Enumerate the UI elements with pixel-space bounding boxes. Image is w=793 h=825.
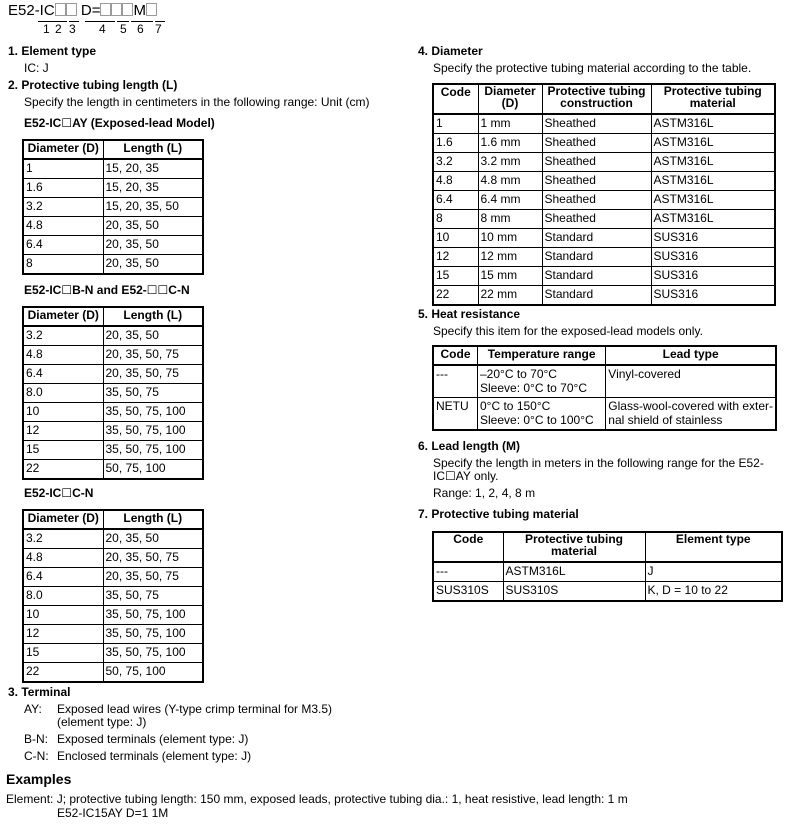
table-row <box>23 549 203 568</box>
cell-diameter: 1 mm <box>478 114 542 134</box>
cell-material: SUS310S <box>503 582 645 602</box>
blank-box-2 <box>66 3 77 16</box>
cell-diameter: 8.0 <box>23 384 103 403</box>
column-header-material: Protective tubing material <box>503 532 645 562</box>
table-row <box>433 562 782 582</box>
terminal-desc-cont: (element type: J) <box>57 715 147 729</box>
cell-diameter: 12 <box>23 625 103 644</box>
cell-code: SUS310S <box>433 582 503 602</box>
column-header: Temperature range <box>478 346 606 365</box>
cell-construction: Standard <box>542 286 651 306</box>
table-row <box>433 210 775 229</box>
cell-code: 15 <box>433 267 478 286</box>
section-6-text: Specify the length in meters in the following range for the E52- <box>433 456 764 470</box>
cell-construction: Standard <box>542 229 651 248</box>
cell-material: ASTM316L <box>503 562 645 582</box>
cell-diameter: 15 <box>23 644 103 663</box>
blank-box-1 <box>55 3 66 16</box>
cell-length: 35, 50, 75, 100 <box>103 422 203 441</box>
position-label: 1 <box>43 22 50 36</box>
cell-construction: Sheathed <box>542 134 651 153</box>
table-row <box>23 217 203 236</box>
table-row <box>433 172 775 191</box>
cell-diameter: 3.2 mm <box>478 153 542 172</box>
length-table-c-n <box>22 509 204 683</box>
cell-code: 8 <box>433 210 478 229</box>
cell-length: 50, 75, 100 <box>103 663 203 683</box>
cell-diameter: 4.8 mm <box>478 172 542 191</box>
table-row <box>23 326 203 346</box>
cell-diameter: 6.4 <box>23 236 103 255</box>
cell-lead-type: Vinyl-covered <box>606 365 776 398</box>
cell-length: 20, 35, 50, 75 <box>103 346 203 365</box>
cell-code: 22 <box>433 286 478 306</box>
cell-construction: Sheathed <box>542 172 651 191</box>
position-label: 4 <box>99 22 106 36</box>
cell-diameter: 6.4 <box>23 365 103 384</box>
table-row <box>23 384 203 403</box>
terminal-desc: Exposed lead wires (Y-type crimp terminal for M3.5) <box>57 702 332 716</box>
section-6-heading: 6. Lead length (M) <box>418 439 520 453</box>
cell-diameter: 10 <box>23 403 103 422</box>
cell-length: 15, 20, 35 <box>103 159 203 179</box>
cell-material: SUS316 <box>651 286 775 306</box>
cell-length: 20, 35, 50 <box>103 255 203 275</box>
cell-material: SUS316 <box>651 248 775 267</box>
position-label: 6 <box>137 22 144 36</box>
cell-construction: Standard <box>542 248 651 267</box>
cell-diameter: 3.2 <box>23 198 103 217</box>
table-row <box>23 236 203 255</box>
section-7-heading: 7. Protective tubing material <box>418 507 579 521</box>
cell-length: 35, 50, 75, 100 <box>103 625 203 644</box>
table-row <box>23 422 203 441</box>
cell-diameter: 8 mm <box>478 210 542 229</box>
terminal-item-b-n <box>24 732 248 746</box>
blank-box-3 <box>100 3 111 16</box>
cell-material: ASTM316L <box>651 191 775 210</box>
cell-length: 20, 35, 50, 75 <box>103 365 203 384</box>
cell-length: 20, 35, 50 <box>103 217 203 236</box>
column-header-construction: Protective tubing construction <box>542 84 651 114</box>
column-header: Diameter (D) <box>23 140 103 159</box>
cell-diameter: 10 mm <box>478 229 542 248</box>
column-header: Length (L) <box>103 307 203 326</box>
section-5-text: Specify this item for the exposed-lead models only. <box>433 324 703 338</box>
table-row <box>23 606 203 625</box>
table-row <box>433 229 775 248</box>
section-3-heading: 3. Terminal <box>8 685 71 699</box>
cell-diameter: 4.8 <box>23 549 103 568</box>
cell-diameter: 12 <box>23 422 103 441</box>
table-row <box>23 529 203 549</box>
cell-length: 35, 50, 75, 100 <box>103 644 203 663</box>
cell-diameter: 4.8 <box>23 346 103 365</box>
cell-material: ASTM316L <box>651 134 775 153</box>
terminal-item-ay <box>24 702 332 716</box>
cell-length: 35, 50, 75, 100 <box>103 606 203 625</box>
terminal-desc: Enclosed terminals (element type: J) <box>57 749 252 763</box>
section-4-heading: 4. Diameter <box>418 44 483 58</box>
column-header-code: Code <box>433 532 503 562</box>
cell-construction: Sheathed <box>542 210 651 229</box>
column-header: Lead type <box>606 346 776 365</box>
terminal-code: C-N: <box>24 749 49 763</box>
table-row <box>23 568 203 587</box>
cell-diameter: 1 <box>23 159 103 179</box>
table-3-title: E52-IC☐C-N <box>24 486 94 500</box>
table-row <box>23 587 203 606</box>
cell-code: 4.8 <box>433 172 478 191</box>
cell-material: ASTM316L <box>651 210 775 229</box>
table-row <box>433 267 775 286</box>
cell-code: 1.6 <box>433 134 478 153</box>
blank-box-4 <box>111 3 122 16</box>
blank-box-5 <box>122 3 133 16</box>
section-1-text: IC: J <box>24 61 49 75</box>
terminal-desc: Exposed terminals (element type: J) <box>57 732 249 746</box>
cell-length: 20, 35, 50 <box>103 326 203 346</box>
table-row <box>23 441 203 460</box>
cell-diameter: 15 mm <box>478 267 542 286</box>
examples-heading: Examples <box>6 771 72 787</box>
table-row <box>433 191 775 210</box>
section-2-text: Specify the length in centimeters in the following range: Unit (cm) <box>24 95 370 109</box>
cell-diameter: 12 mm <box>478 248 542 267</box>
section-6-range: Range: 1, 2, 4, 8 m <box>433 486 536 500</box>
section-2-heading: 2. Protective tubing length (L) <box>8 78 178 92</box>
column-header: Length (L) <box>103 140 203 159</box>
cell-length: 20, 35, 50 <box>103 529 203 549</box>
diameter-table <box>432 83 776 306</box>
position-label: 2 <box>55 22 62 36</box>
table-2-title: E52-IC☐B-N and E52-☐☐C-N <box>24 283 190 297</box>
cell-diameter: 6.4 mm <box>478 191 542 210</box>
table-row <box>433 248 775 267</box>
cell-diameter: 22 mm <box>478 286 542 306</box>
length-table-b-n-c-n <box>22 306 204 480</box>
section-1-heading: 1. Element type <box>8 44 97 58</box>
position-label: 5 <box>120 22 127 36</box>
cell-code: 10 <box>433 229 478 248</box>
section-5-heading: 5. Heat resistance <box>418 307 521 321</box>
column-header-element-type: Element type <box>645 532 782 562</box>
model-prefix: E52-IC <box>8 2 55 19</box>
cell-length: 35, 50, 75, 100 <box>103 441 203 460</box>
cell-length: 35, 50, 75 <box>103 587 203 606</box>
cell-code: --- <box>433 365 478 398</box>
cell-material: SUS316 <box>651 267 775 286</box>
table-row <box>23 159 203 179</box>
heat-resistance-table <box>432 345 777 431</box>
cell-temperature: 0°C to 150°C Sleeve: 0°C to 100°C <box>478 398 606 431</box>
cell-length: 20, 35, 50, 75 <box>103 549 203 568</box>
cell-code: 12 <box>433 248 478 267</box>
cell-diameter: 10 <box>23 606 103 625</box>
table-row <box>433 365 776 398</box>
table-row <box>433 286 775 306</box>
cell-length: 50, 75, 100 <box>103 460 203 480</box>
table-1-title: E52-IC☐AY (Exposed-lead Model) <box>24 116 215 130</box>
table-row <box>433 582 782 602</box>
terminal-item-c-n <box>24 749 251 763</box>
table-row <box>23 460 203 480</box>
cell-temperature: –20°C to 70°C Sleeve: 0°C to 70°C <box>478 365 606 398</box>
table-row <box>23 365 203 384</box>
column-header-diameter: Diameter (D) <box>478 84 542 114</box>
cell-length: 15, 20, 35, 50 <box>103 198 203 217</box>
cell-diameter: 1.6 mm <box>478 134 542 153</box>
position-label: 7 <box>155 22 162 36</box>
column-header: Length (L) <box>103 510 203 529</box>
model-middle: D= <box>80 2 101 19</box>
cell-diameter: 22 <box>23 460 103 480</box>
table-row <box>23 346 203 365</box>
cell-element-type: K, D = 10 to 22 <box>645 582 782 602</box>
cell-material: ASTM316L <box>651 114 775 134</box>
section-6-text-cont: IC☐AY only. <box>433 469 499 483</box>
section-4-text: Specify the protective tubing material according to the table. <box>433 61 752 75</box>
cell-length: 20, 35, 50, 75 <box>103 568 203 587</box>
column-header: Diameter (D) <box>23 510 103 529</box>
cell-code: NETU <box>433 398 478 431</box>
table-row <box>23 403 203 422</box>
blank-box-6 <box>146 3 157 16</box>
table-row <box>433 134 775 153</box>
column-header: Diameter (D) <box>23 307 103 326</box>
cell-diameter: 4.8 <box>23 217 103 236</box>
cell-diameter: 6.4 <box>23 568 103 587</box>
cell-lead-type: Glass-wool-covered with exter- nal shield of stainless <box>606 398 776 431</box>
tubing-material-table <box>432 531 783 602</box>
cell-material: SUS316 <box>651 229 775 248</box>
cell-code: 6.4 <box>433 191 478 210</box>
cell-construction: Sheathed <box>542 153 651 172</box>
position-label: 3 <box>69 22 76 36</box>
table-row <box>23 663 203 683</box>
length-table-exposed-lead <box>22 139 204 275</box>
terminal-code: AY: <box>24 702 42 716</box>
cell-material: ASTM316L <box>651 172 775 191</box>
cell-diameter: 22 <box>23 663 103 683</box>
column-header-code: Code <box>433 84 478 114</box>
cell-diameter: 15 <box>23 441 103 460</box>
table-row <box>23 255 203 275</box>
cell-construction: Standard <box>542 267 651 286</box>
terminal-code: B-N: <box>24 732 48 746</box>
cell-diameter: 1.6 <box>23 179 103 198</box>
column-header-material: Protective tubing material <box>651 84 775 114</box>
examples-text: Element: J; protective tubing length: 150 mm, exposed leads, protective tubing dia.: 1, heat resistive, lead length: 1 m <box>6 792 628 806</box>
cell-construction: Sheathed <box>542 114 651 134</box>
table-row <box>23 179 203 198</box>
cell-diameter: 3.2 <box>23 326 103 346</box>
cell-diameter: 3.2 <box>23 529 103 549</box>
model-code <box>8 2 157 19</box>
cell-diameter: 8 <box>23 255 103 275</box>
cell-length: 20, 35, 50 <box>103 236 203 255</box>
table-row <box>433 398 776 431</box>
cell-diameter: 8.0 <box>23 587 103 606</box>
table-row <box>23 644 203 663</box>
cell-code: 3.2 <box>433 153 478 172</box>
cell-construction: Sheathed <box>542 191 651 210</box>
cell-length: 35, 50, 75, 100 <box>103 403 203 422</box>
cell-length: 15, 20, 35 <box>103 179 203 198</box>
table-row <box>23 625 203 644</box>
cell-length: 35, 50, 75 <box>103 384 203 403</box>
model-suffix-letter: M <box>133 2 146 19</box>
column-header: Code <box>433 346 478 365</box>
cell-code: 1 <box>433 114 478 134</box>
table-row <box>433 114 775 134</box>
cell-material: ASTM316L <box>651 153 775 172</box>
table-row <box>433 153 775 172</box>
table-row <box>23 198 203 217</box>
examples-code: E52-IC15AY D=1 1M <box>57 806 169 820</box>
cell-code: --- <box>433 562 503 582</box>
cell-element-type: J <box>645 562 782 582</box>
